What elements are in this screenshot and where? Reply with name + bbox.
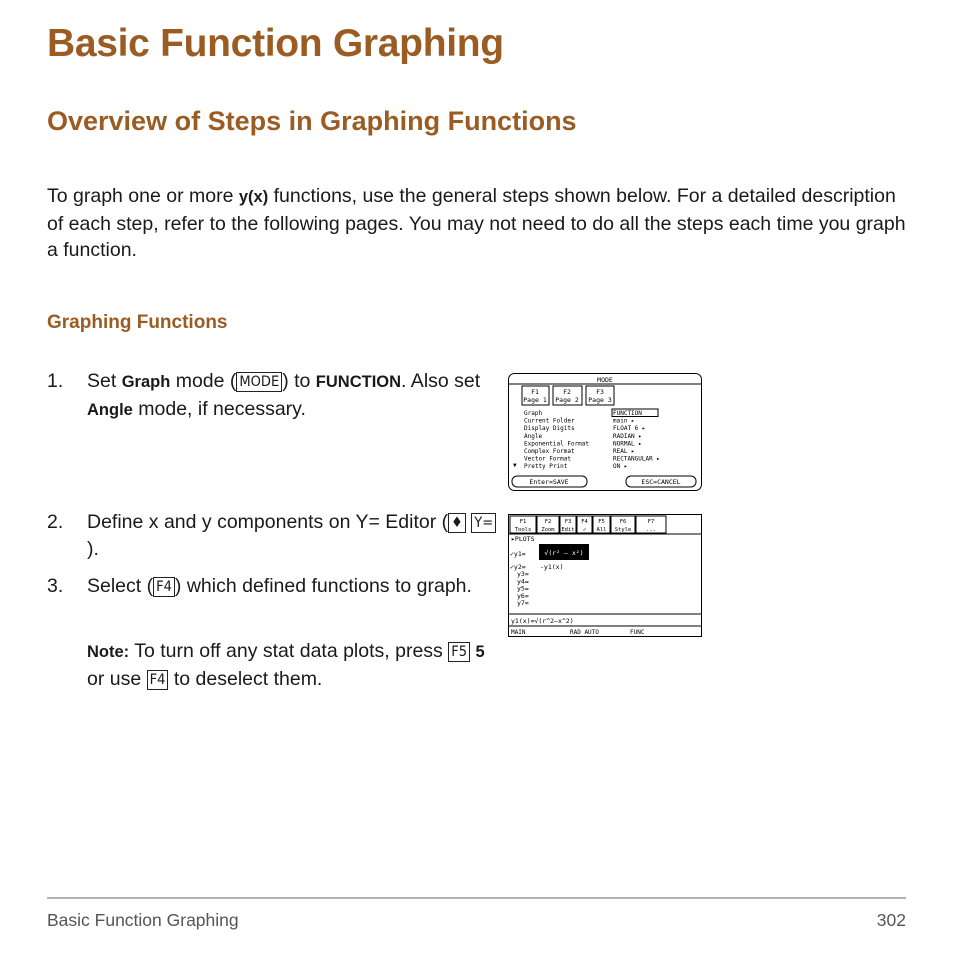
mode-key: MODE xyxy=(236,372,282,392)
mode-screenshot xyxy=(508,373,702,491)
step-number: 1. xyxy=(47,370,64,392)
y-editor-screenshot xyxy=(508,514,702,637)
plots-label: ▸PLOTS xyxy=(511,535,535,543)
svg-text:Page 1: Page 1 xyxy=(523,396,547,404)
f4-key: F4 xyxy=(153,577,175,597)
y-equals-key: Y= xyxy=(471,513,496,533)
y1-expression: √(r² – x²) xyxy=(544,549,584,557)
y-tab: Style xyxy=(614,527,632,533)
y-line-label: y6= xyxy=(517,591,529,600)
mode-row-value: main ▸ xyxy=(613,417,635,425)
y-tab: F7 xyxy=(647,519,655,525)
entry-line: y1(x)=√(r^2–x^2) xyxy=(511,617,574,625)
status-main: MAIN xyxy=(511,629,526,636)
page-number: 302 xyxy=(876,910,906,930)
mode-row-value: FUNCTION xyxy=(613,410,642,417)
mode-row-value: ON ▸ xyxy=(613,463,628,471)
mode-row-value: FLOAT 6 ▸ xyxy=(613,425,646,433)
y-tab: ... xyxy=(646,527,656,533)
svg-text:▼: ▼ xyxy=(513,462,517,469)
status-rad: RAD AUTO xyxy=(570,629,599,636)
mode-row-label: Current Folder xyxy=(524,417,575,425)
mode-row-label: Exponential Format xyxy=(524,440,590,448)
f4-key: F4 xyxy=(147,670,169,690)
yx-term: y(x) xyxy=(238,188,269,206)
y-editor-tabs xyxy=(510,516,666,533)
svg-text:Page 2: Page 2 xyxy=(555,396,579,404)
mode-row-label: Graph xyxy=(524,410,543,417)
footer-title: Basic Function Graphing xyxy=(47,910,239,930)
footer-rule xyxy=(47,897,906,899)
section-title: Overview of Steps in Graphing Functions xyxy=(47,106,577,136)
y-tab: Zoom xyxy=(541,527,555,533)
step-number: 2. xyxy=(47,511,64,533)
mode-row-value: RECTANGULAR ▸ xyxy=(613,455,660,463)
y-line-label: ✓y1= xyxy=(510,550,526,558)
step-text: Select ( F4 ) which defined functions to graph. xyxy=(87,575,472,597)
mode-row-label: Vector Format xyxy=(524,455,571,463)
y-tab: F3 xyxy=(564,519,572,525)
mode-row-value: NORMAL ▸ xyxy=(613,440,642,448)
y-tab: F2 xyxy=(544,519,552,525)
subsection-heading: Graphing Functions xyxy=(47,312,228,333)
mode-row-label: Angle xyxy=(524,432,543,440)
step-text: Set Graph mode ( MODE ) to FUNCTION. Also set Angle mode, if necessary. xyxy=(87,370,481,420)
y-tab: All xyxy=(596,527,607,533)
y-tab: Tools xyxy=(514,527,532,533)
svg-text:Page 3: Page 3 xyxy=(588,396,612,404)
y-line-label: y7= xyxy=(517,599,529,607)
note-text: Note: To turn off any stat data plots, press F5 5 or use F4 to deselect them. xyxy=(87,640,485,690)
svg-text:F2: F2 xyxy=(563,388,571,396)
page-title: Basic Function Graphing xyxy=(47,22,504,65)
y-tab: F1 xyxy=(519,519,527,525)
y-line-label: y3= xyxy=(517,570,529,579)
y-tab: F4 xyxy=(581,519,588,525)
y-line-label: y4= xyxy=(517,577,529,586)
step-number: 3. xyxy=(47,575,64,597)
intro-paragraph: To graph one or more y(x) functions, use the general steps shown below. For a detailed description of each step, refer to the following pages. You may not need to do all the steps each time you graph a function. xyxy=(47,185,906,261)
mode-row-value: REAL ▸ xyxy=(613,448,635,455)
esc-cancel: ESC=CANCEL xyxy=(641,478,681,486)
enter-save: Enter=SAVE xyxy=(529,478,569,486)
y-tab: F5 xyxy=(598,519,605,525)
mode-tabs xyxy=(522,386,614,405)
y-line-label: ✓y2= xyxy=(510,563,526,571)
mode-title: MODE xyxy=(597,376,613,384)
y-tab: Edit xyxy=(561,527,575,533)
y-line-label: y5= xyxy=(517,584,529,593)
status-func: FUNC xyxy=(630,629,645,636)
diamond-key: ♦ xyxy=(448,513,466,533)
step-text: Define x and y components on Y= Editor ( ♦ Y=). xyxy=(87,509,497,562)
y-tab: ✓ xyxy=(582,527,587,533)
svg-text:F3: F3 xyxy=(596,388,604,396)
f5-key: F5 xyxy=(448,642,470,662)
mode-row-label: Complex Format xyxy=(524,448,575,455)
y2-expression: -y1(x) xyxy=(540,563,564,571)
svg-text:F1: F1 xyxy=(531,388,539,396)
mode-row-value: RADIAN ▸ xyxy=(613,432,642,440)
y-tab: F6 xyxy=(619,519,627,525)
mode-row-label: Pretty Print xyxy=(524,463,568,471)
mode-row-label: Display Digits xyxy=(524,425,575,433)
